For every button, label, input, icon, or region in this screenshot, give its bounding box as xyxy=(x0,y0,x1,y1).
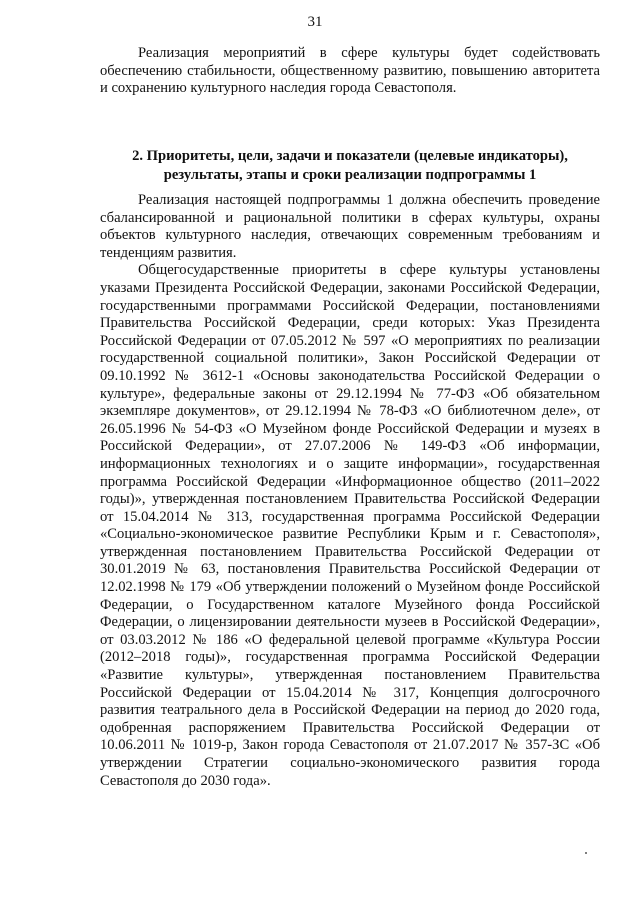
section-body xyxy=(100,192,600,790)
section-heading-line-2: результаты, этапы и сроки реализации подпрограммы 1 xyxy=(163,166,537,183)
intro-section xyxy=(100,45,600,98)
scan-speck xyxy=(585,852,587,854)
intro-paragraph: Реализация мероприятий в сфере культуры будет содействовать обеспечению стабильности, общественному развитию, повышению авторитета и сохранению культурного наследия города Севастополя. xyxy=(100,45,600,97)
section-heading xyxy=(100,147,600,184)
body-paragraph: Общегосударственные приоритеты в сфере культуры установлены указами Президента Российской Федерации, законами Российской Федерации, государственными программами Российской Федерации, постановлениями Правительства Российской Федерации, среди которых: Указ Президента Российской Федерации от 07.05.2012 № 597 «О мероприятиях по реализации государственной социальной политики», Закон Российской Федерации от 09.10.1992 № 3612-1 «Основы законодательства Российской Федерации о культуре», федеральные законы от 29.12.1994 № 77-ФЗ «Об обязательном экземпляре документов», от 29.12.1994 № 78-ФЗ «О библиотечном деле», от 26.05.1996 № 54-ФЗ «О Музейном фонде Российской Федерации и музеях в Российской Федерации», от 27.07.2006 № 149-ФЗ «Об информации, информационных технологиях и о защите информации», государственная программа Российской Федерации «Информационное общество (2011–2022 годы)», утвержденная постановлением Правительства Российской Федерации от 15.04.2014 № 313, государственная программа Российской Федерации «Социально-экономическое развитие Республики Крым и г. Севастополя», утвержденная постановлением Правительства Российской Федерации от 30.01.2019 № 63, постановления Правительства Российской Федерации от 12.02.1998 № 179 «Об утверждении положений о Музейном фонде Российской Федерации, о Государственном каталоге Музейного фонда Российской Федерации, о лицензировании деятельности музеев в Российской Федерации», от 03.03.2012 № 186 «О федеральной целевой программе «Культура России (2012–2018 годы)», государственная программа Российской Федерации «Развитие культуры», утвержденная постановлением Правительства Российской Федерации от 15.04.2014 № 317, Концепция долгосрочного развития театрального дела в Российской Федерации на период до 2020 года, одобренная распоряжением Правительства Российской Федерации от 10.06.2011 № 1019-р, Закон города Севастополя от 21.07.2017 № 357-ЗС «Об утверждении Стратегии социально-экономического развития города Севастополя до 2030 года». xyxy=(100,262,600,789)
section-heading-line-1: 2. Приоритеты, цели, задачи и показатели (целевые индикаторы), xyxy=(132,148,568,164)
page-number: 31 xyxy=(307,14,323,30)
body-paragraph: Реализация настоящей подпрограммы 1 должна обеспечить проведение сбалансированной и рациональной политики в сферах культуры, охраны объектов культурного наследия, отвечающих современным требованиям и тенденциям развития. xyxy=(100,192,600,261)
